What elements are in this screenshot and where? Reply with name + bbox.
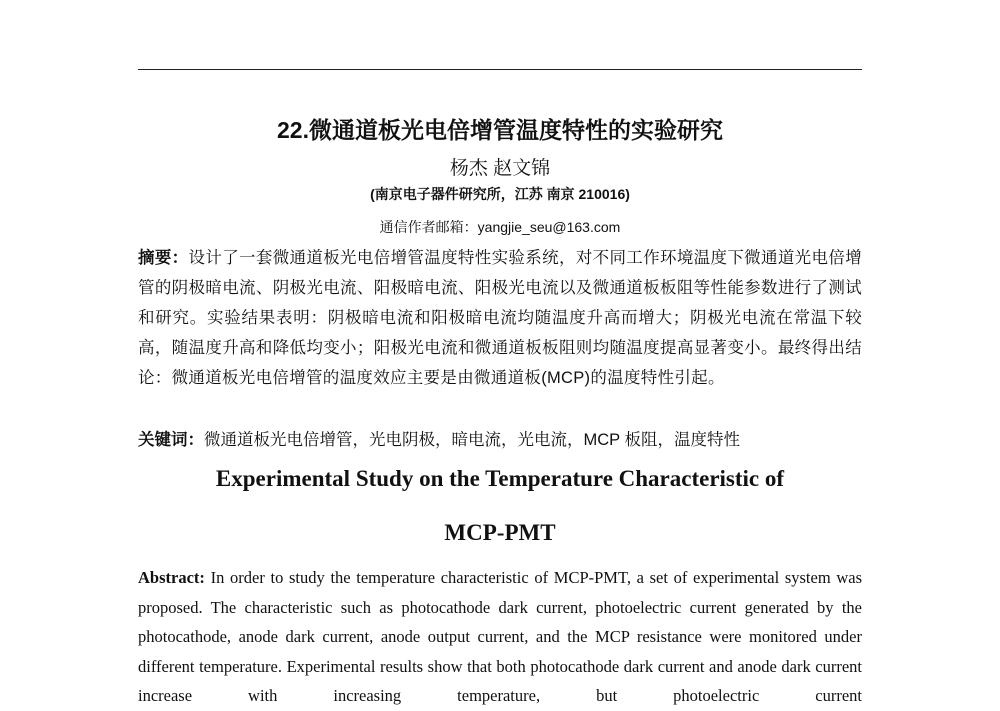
corresponding-email: 通信作者邮箱：yangjie_seu@163.com (379, 219, 621, 235)
keywords-text: 微通道板光电倍增管，光电阴极，暗电流，光电流，MCP 板阻，温度特性 (204, 431, 740, 449)
abstract-en-label: Abstract: (138, 568, 205, 587)
paper-title-en-line1: Experimental Study on the Temperature Characteristic of (215, 466, 785, 491)
abstract-zh-label: 摘要： (138, 249, 189, 267)
keywords (138, 425, 862, 455)
abstract-en (138, 563, 862, 711)
abstract-en-text: In order to study the temperature characteristic of MCP-PMT, a set of experimental system was proposed. The characteristic such as photocathode dark current, photoelectric current generated by the photocathode, anode dark current, anode output current, and the MCP resistance were monitored under different temperature. Experimental results show that both photocathode dark current and anode dark current increase with increasing temperature, but photoelectric current (138, 568, 863, 705)
header-rule (138, 69, 862, 70)
paper-title-en-line2: MCP-PMT (444, 520, 556, 545)
abstract-zh-text: 设计了一套微通道板光电倍增管温度特性实验系统，对不同工作环境温度下微通道光电倍增管的阴极暗电流、阴极光电流、阳极暗电流、阳极光电流以及微通道板板阻等性能参数进行了测试和研究。实验结果表明：阴极暗电流和阳极暗电流均随温度升高而增大；阴极光电流在常温下较高，随温度升高和降低均变小；阳极光电流和微通道板板阻则均随温度提高显著变小。最终得出结论：微通道板光电倍增管的温度效应主要是由微通道板(MCP)的温度特性引起。 (138, 249, 862, 387)
paper-title-zh: 22.微通道板光电倍增管温度特性的实验研究 (277, 117, 723, 143)
keywords-label: 关键词： (138, 431, 204, 449)
authors: 杨杰 赵文锦 (449, 158, 551, 179)
affiliation: (南京电子器件研究所，江苏 南京 210016) (370, 186, 630, 202)
abstract-zh (138, 243, 862, 393)
